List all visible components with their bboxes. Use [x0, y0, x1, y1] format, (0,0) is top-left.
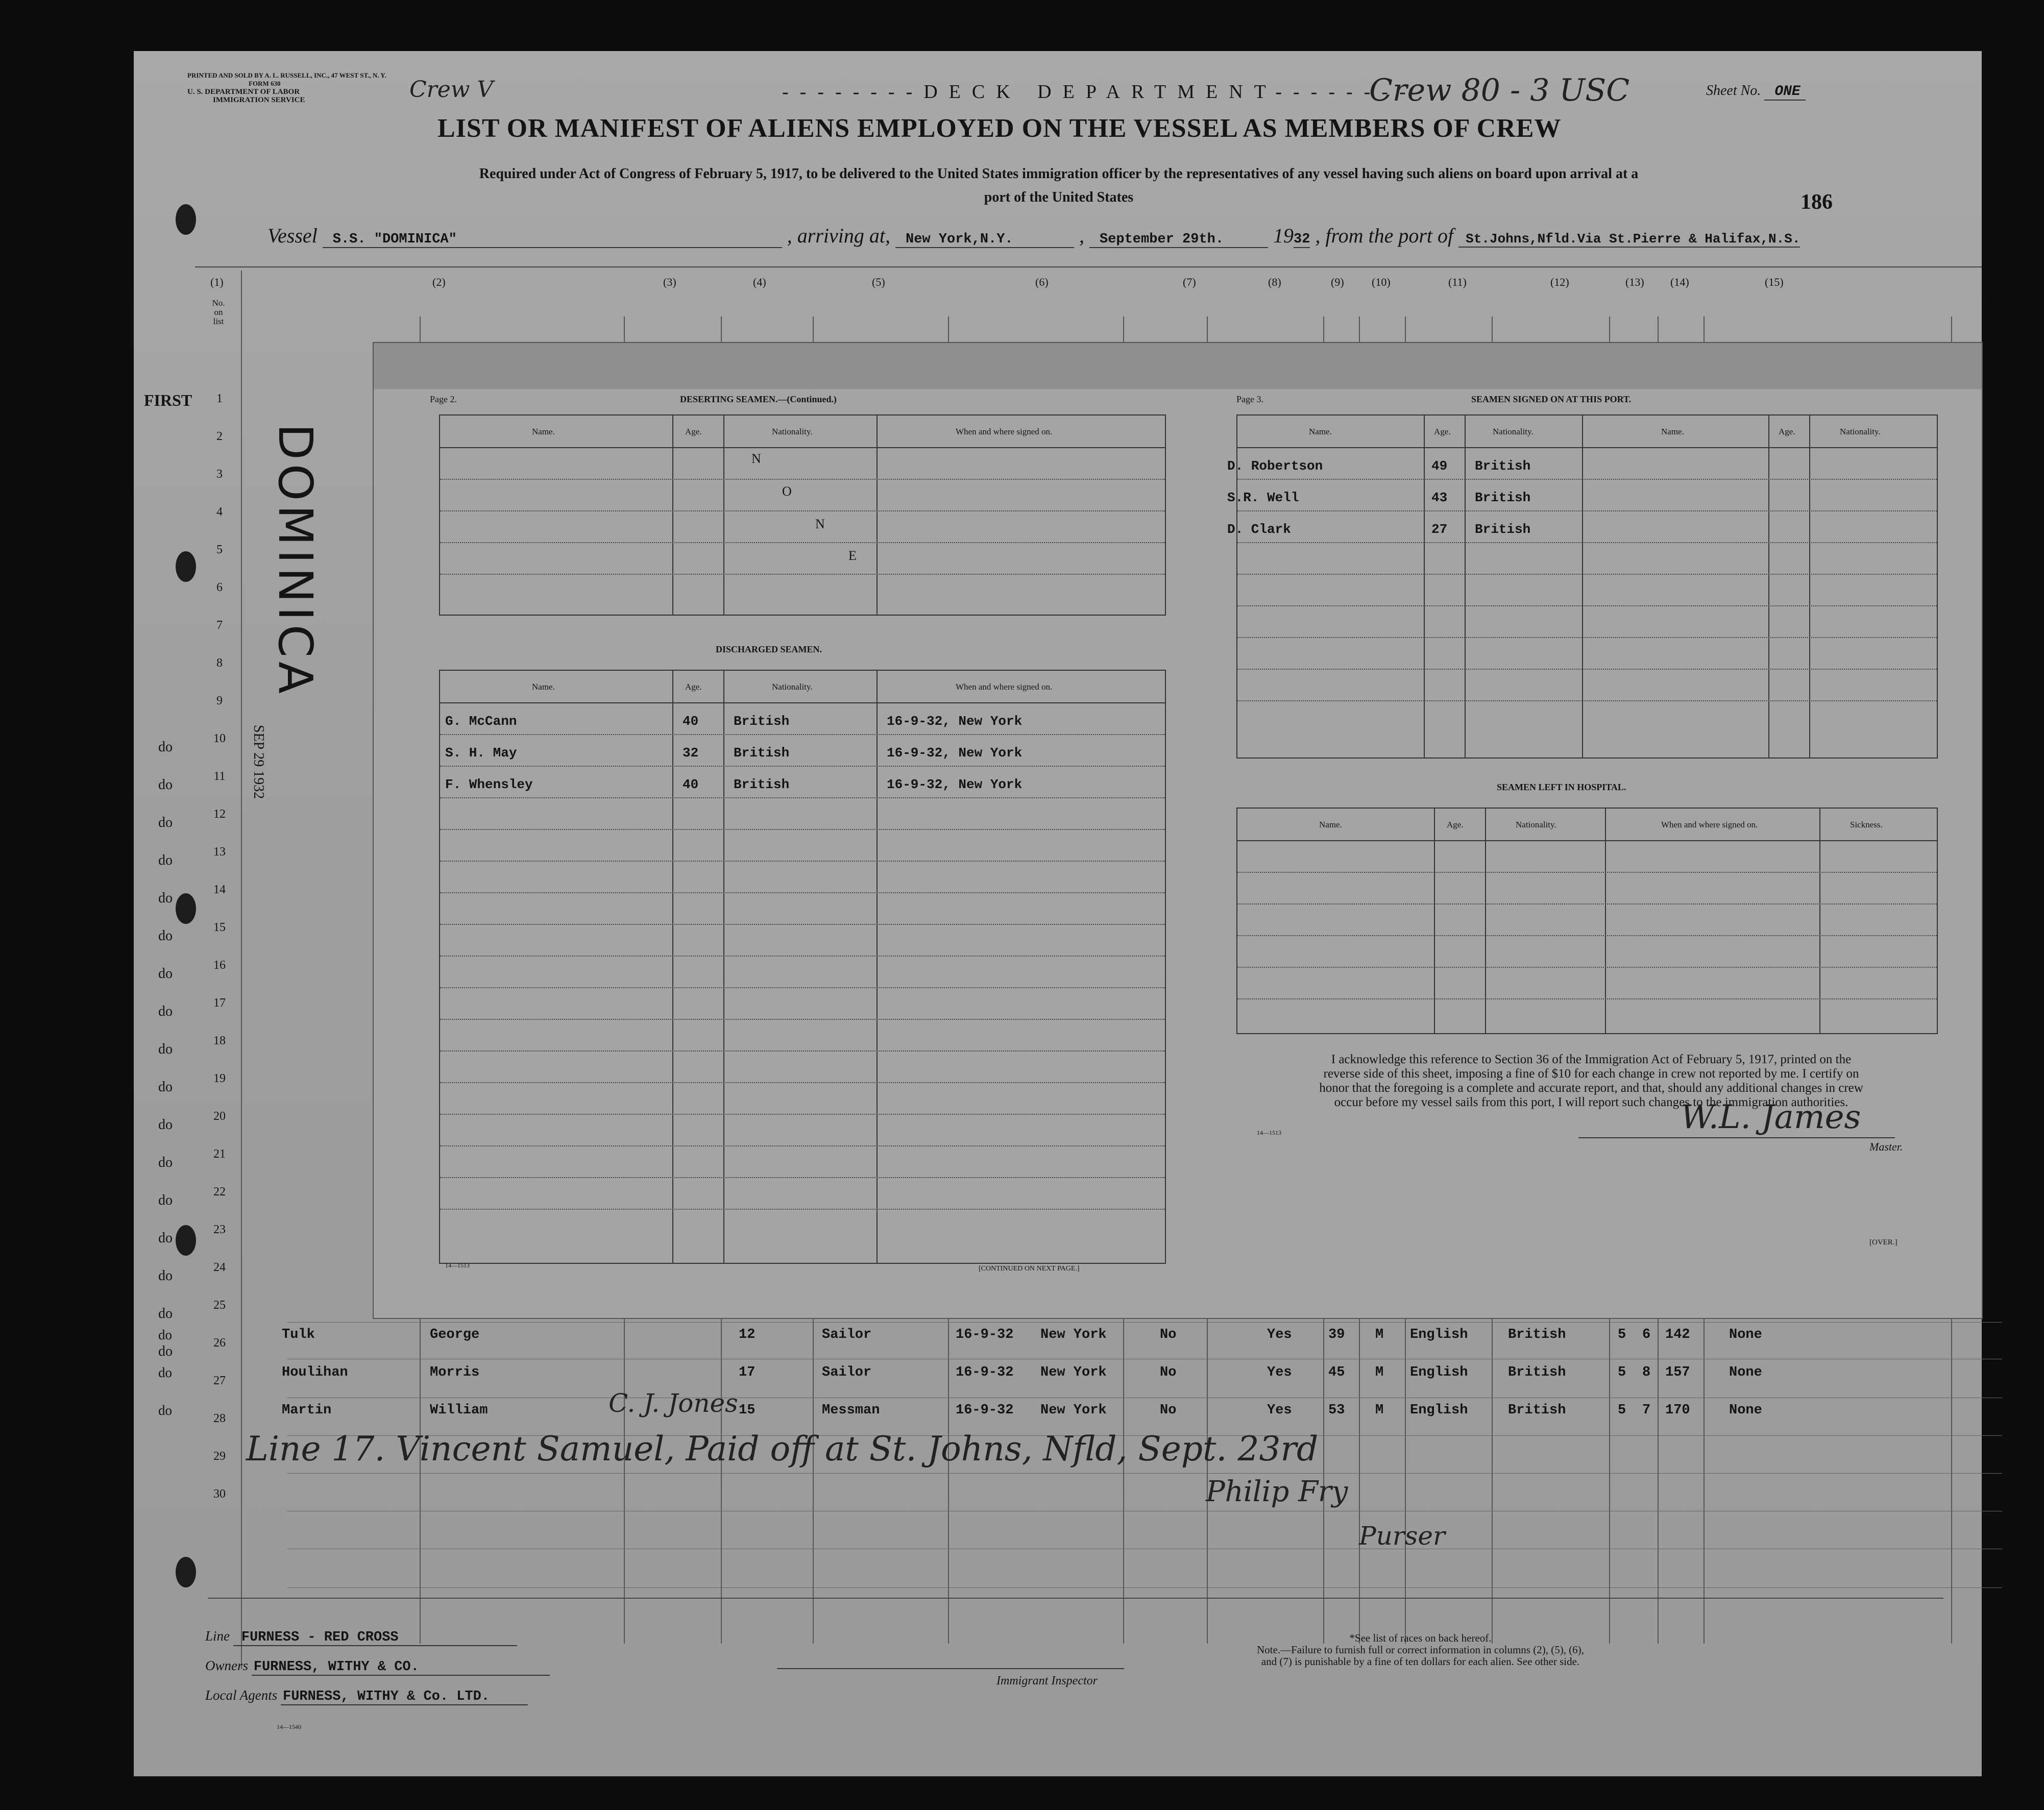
over-note: [OVER.]: [1869, 1238, 1897, 1246]
column-header: Age.: [1447, 820, 1464, 829]
crew-sex: M: [1375, 1365, 1384, 1380]
crew-identification-marks: None: [1729, 1403, 1762, 1418]
stamp-vessel-name: DOMINICA: [268, 424, 323, 698]
seaman-age: 27: [1431, 522, 1448, 537]
crew-sex: M: [1375, 1327, 1384, 1342]
line-value: FURNESS - RED CROSS: [233, 1630, 517, 1646]
column-number: (12): [1550, 276, 1569, 288]
handwritten-crew-code: Crew 80 - 3 USC: [1369, 72, 1630, 108]
row-number: 10: [213, 732, 226, 745]
crew-height-ft: 5: [1618, 1327, 1626, 1342]
binder-hole: [176, 893, 196, 924]
crew-column-8: Yes: [1267, 1365, 1292, 1380]
column-number: (9): [1331, 276, 1344, 288]
printer-line: IMMIGRATION SERVICE: [213, 96, 305, 104]
crew-column-8: Yes: [1267, 1327, 1292, 1342]
seaman-nationality: British: [734, 714, 790, 729]
binder-hole: [176, 204, 196, 235]
column-header: Nationality.: [772, 682, 813, 692]
stamp-first: FIRST: [144, 391, 192, 409]
crew-race: British: [1508, 1327, 1566, 1342]
column-header: Name.: [1319, 820, 1342, 829]
crew-column-4: 15: [739, 1403, 756, 1418]
header-rule: [195, 266, 1982, 267]
arrival-port: New York,N.Y.: [895, 232, 1074, 248]
crew-weight: 142: [1665, 1327, 1690, 1342]
row-number: 23: [213, 1223, 226, 1236]
acknowledgement-line: honor that the foregoing is a complete and accurate report, and that, should any additional changes in crew: [1319, 1081, 1863, 1095]
ditto-mark: do: [158, 1230, 173, 1246]
ditto-mark: do: [158, 928, 173, 944]
row-number: 14: [213, 883, 226, 896]
sheet-number: [1706, 83, 1806, 101]
row-number: 18: [213, 1034, 226, 1047]
seaman-nationality: British: [734, 745, 790, 761]
crew-column-4: 12: [739, 1327, 756, 1342]
arrival-date: September 29th.: [1089, 232, 1268, 248]
arrival-year: 32: [1294, 232, 1310, 247]
row-rule: [287, 1322, 2002, 1323]
crew-race: British: [1508, 1403, 1566, 1418]
seaman-nationality: British: [1475, 458, 1531, 474]
crew-capacity: Sailor: [822, 1327, 872, 1342]
column-number: (13): [1625, 276, 1644, 288]
vessel-label: Vessel: [267, 224, 318, 247]
crew-given-name: Morris: [430, 1365, 480, 1380]
seaman-signed-on: 16-9-32, New York: [887, 777, 1023, 792]
column-header: When and where signed on.: [1661, 820, 1758, 829]
column-number: (7): [1183, 276, 1196, 288]
crew-capacity: Sailor: [822, 1365, 872, 1380]
row-number: 13: [213, 845, 226, 859]
crew-engaged-date: 16-9-32: [956, 1327, 1014, 1342]
owners-label: Owners: [205, 1658, 249, 1673]
seaman-name: S.R. Well: [1227, 490, 1299, 505]
crew-engaged-place: New York: [1040, 1365, 1107, 1380]
sheet-value: ONE: [1764, 84, 1805, 101]
row-number: 28: [213, 1412, 226, 1425]
row-number: 7: [216, 619, 223, 632]
printer-line: U. S. DEPARTMENT OF LABOR: [187, 88, 300, 96]
none-letter: N: [815, 517, 825, 531]
seaman-signed-on: 16-9-32, New York: [887, 745, 1023, 761]
binder-hole: [176, 551, 196, 582]
ditto-mark: do: [158, 1327, 172, 1342]
discharged-table: [439, 670, 1166, 1264]
column-number: (5): [872, 276, 885, 288]
hospital-table: [1236, 808, 1938, 1034]
subtitle-line: Required under Act of Congress of February 5, 1917, to be delivered to the United States immigration officer by the representatives of any vessel having such aliens on board upon arrival at a: [479, 166, 1639, 182]
seaman-age: 40: [683, 714, 699, 729]
row-number: 6: [216, 581, 223, 594]
crew-surname: Tulk: [282, 1327, 315, 1342]
column-number: (10): [1372, 276, 1391, 288]
footer-line: [205, 1628, 517, 1646]
deserting-table: [439, 414, 1166, 616]
crew-height-in: 7: [1642, 1403, 1651, 1418]
crew-age: 39: [1328, 1327, 1345, 1342]
seaman-name: F. Whensley: [445, 777, 533, 792]
column-number: (3): [663, 276, 676, 288]
inspector-line: [777, 1668, 1124, 1669]
row-number: 30: [213, 1487, 226, 1501]
stamp-date: SEP 29 1932: [251, 725, 266, 799]
manifest-page: [134, 51, 1982, 1776]
master-label: Master.: [1869, 1140, 1903, 1153]
crew-language: English: [1410, 1365, 1468, 1380]
footer-note-line: Note.—Failure to furnish full or correct information in columns (2), (5), (6),: [1257, 1644, 1584, 1656]
footer-owners: [205, 1658, 550, 1676]
master-signature: W.L. James: [1681, 1098, 1861, 1136]
form-number-left: 14—1513: [445, 1262, 470, 1269]
hospital-title: SEAMEN LEFT IN HOSPITAL.: [1497, 782, 1626, 792]
column-number: (8): [1268, 276, 1281, 288]
footer-agents: [205, 1687, 528, 1705]
page2-label: Page 2.: [430, 394, 457, 404]
row-number-header: No. on list: [212, 298, 225, 326]
inspector-label: Immigrant Inspector: [996, 1674, 1098, 1687]
ditto-mark: do: [158, 1079, 173, 1095]
torn-edge: [374, 343, 1982, 389]
manifest-title: LIST OR MANIFEST OF ALIENS EMPLOYED ON THE VESSEL AS MEMBERS OF CREW: [437, 114, 1562, 143]
crew-given-name: William: [430, 1403, 488, 1418]
row-number: 1: [216, 392, 223, 405]
from-label: , from the port of: [1315, 224, 1454, 247]
sheet-label: Sheet No.: [1706, 83, 1761, 99]
ditto-mark: do: [158, 777, 173, 793]
ditto-mark: do: [158, 1306, 173, 1322]
column-rule: [241, 271, 242, 1669]
crew-age: 45: [1328, 1365, 1345, 1380]
crew-weight: 170: [1665, 1403, 1690, 1418]
crew-race: British: [1508, 1365, 1566, 1380]
seaman-nationality: British: [1475, 490, 1531, 505]
row-number: 2: [216, 430, 223, 443]
vessel-line: Vessel S.S. "DOMINICA" , arriving at, New York,N.Y. , September 29th. 1932 , from the port of St.Johns,Nfld.Via St.Pierre & Halifax,N.S.: [267, 224, 1800, 247]
ditto-mark: do: [158, 852, 173, 868]
row-number: 20: [213, 1110, 226, 1123]
printer-line: PRINTED AND SOLD BY A. L. RUSSELL, INC., 47 WEST ST., N. Y.: [187, 71, 386, 79]
acknowledgement-line: reverse side of this sheet, imposing a fine of $10 for each change in crew not reported by me. I certify on: [1323, 1067, 1859, 1081]
row-number: 3: [216, 468, 223, 481]
ditto-mark: do: [158, 890, 173, 906]
column-header: Nationality.: [772, 427, 813, 436]
subtitle-line: port of the United States: [984, 189, 1134, 205]
row-number: 29: [213, 1450, 226, 1463]
crew-height-ft: 5: [1618, 1403, 1626, 1418]
column-header: Nationality.: [1516, 820, 1556, 829]
column-number: (11): [1448, 276, 1467, 288]
seaman-nationality: British: [1475, 522, 1531, 537]
vessel-name: S.S. "DOMINICA": [323, 232, 782, 248]
arriving-label: , arriving at,: [787, 224, 890, 247]
column-header: Sickness.: [1850, 820, 1883, 829]
manifest-subtitle: [267, 162, 1850, 209]
agents-value: FURNESS, WITHY & Co. LTD.: [281, 1689, 528, 1705]
row-number: 9: [216, 694, 223, 707]
continued-note: [CONTINUED ON NEXT PAGE.]: [979, 1265, 1080, 1273]
line-label: Line: [205, 1628, 230, 1644]
row-number: 8: [216, 656, 223, 670]
crew-surname: Houlihan: [282, 1365, 348, 1380]
acknowledgement-line: occur before my vessel sails from this port, I will report such changes to the immigration authorities.: [1334, 1095, 1848, 1109]
printer-imprint: [187, 71, 386, 104]
row-number: 21: [213, 1147, 226, 1161]
row-number: 16: [213, 959, 226, 972]
ditto-mark: do: [158, 1403, 172, 1418]
form-number-right: 14—1513: [1257, 1129, 1281, 1136]
row-number: 12: [213, 808, 226, 821]
crew-height-in: 8: [1642, 1365, 1651, 1380]
binder-hole: [176, 1225, 196, 1256]
column-header: Age.: [685, 682, 702, 692]
ditto-mark: do: [158, 815, 173, 830]
crew-column-7: No: [1160, 1327, 1177, 1342]
crew-surname: Martin: [282, 1403, 332, 1418]
signed-on-title: SEAMEN SIGNED ON AT THIS PORT.: [1471, 394, 1632, 404]
printer-line: FORM 630: [249, 80, 281, 87]
seaman-signed-on: 16-9-32, New York: [887, 714, 1023, 729]
signature-line: [1578, 1137, 1895, 1138]
crew-given-name: George: [430, 1327, 480, 1342]
discharged-title: DISCHARGED SEAMEN.: [716, 644, 822, 654]
column-number: (15): [1765, 276, 1784, 288]
row-number: 17: [213, 996, 226, 1010]
row-number: 27: [213, 1374, 226, 1387]
row-number: 22: [213, 1185, 226, 1198]
column-number: (1): [210, 276, 224, 288]
crew-engaged-place: New York: [1040, 1327, 1107, 1342]
crew-engaged-place: New York: [1040, 1403, 1107, 1418]
column-header: Nationality.: [1840, 427, 1881, 436]
column-header: Name.: [532, 682, 555, 692]
crew-language: English: [1410, 1327, 1468, 1342]
agents-label: Local Agents: [205, 1687, 278, 1703]
row-rule: [287, 1587, 2002, 1588]
none-letter: E: [848, 548, 857, 563]
acknowledgement-line: I acknowledge this reference to Section 36 of the Immigration Act of February 5, 1917, printed on the: [1331, 1053, 1852, 1066]
purser-signature: Philip Fry: [1206, 1475, 1348, 1508]
purser-title: Purser: [1359, 1521, 1445, 1551]
crew-identification-marks: None: [1729, 1365, 1762, 1380]
seaman-name: G. McCann: [445, 714, 517, 729]
footer-note-line: *See list of races on back hereof.: [1349, 1632, 1492, 1644]
crew-identification-marks: None: [1729, 1327, 1762, 1342]
column-number: (4): [753, 276, 766, 288]
ditto-mark: do: [158, 1365, 172, 1380]
departure-port: St.Johns,Nfld.Via St.Pierre & Halifax,N.S.: [1458, 231, 1800, 248]
crew-column-4: 17: [739, 1365, 756, 1380]
row-number: 15: [213, 921, 226, 934]
handwritten-note: Line 17. Vincent Samuel, Paid off at St. Johns, Nfld, Sept. 23rd: [246, 1429, 1319, 1469]
crew-height-in: 6: [1642, 1327, 1651, 1342]
crew-sex: M: [1375, 1403, 1384, 1418]
row-number: 4: [216, 505, 223, 519]
crew-weight: 157: [1665, 1365, 1690, 1380]
crew-capacity: Messman: [822, 1403, 880, 1418]
crew-engaged-date: 16-9-32: [956, 1365, 1014, 1380]
ditto-mark: do: [158, 1268, 173, 1284]
row-number: 11: [213, 770, 226, 783]
signed-on-table: [1227, 414, 1938, 759]
seaman-name: D. Robertson: [1227, 458, 1323, 474]
ditto-mark: do: [158, 1041, 173, 1057]
ditto-mark: do: [158, 739, 173, 755]
handwritten-initials: C. J. Jones: [609, 1388, 738, 1418]
seaman-age: 49: [1431, 458, 1448, 474]
crew-language: English: [1410, 1403, 1468, 1418]
row-number: 5: [216, 543, 223, 556]
footer-note: [1257, 1632, 1584, 1668]
row-number: 19: [213, 1072, 226, 1085]
column-header: Nationality.: [1493, 427, 1534, 436]
binder-hole: [176, 1557, 196, 1587]
crew-age: 53: [1328, 1403, 1345, 1418]
crew-column-7: No: [1160, 1365, 1177, 1380]
department-label: --------DECK DEPARTMENT--------: [782, 81, 1417, 103]
page-number: 186: [1800, 190, 1833, 214]
row-number: 24: [213, 1261, 226, 1274]
seaman-name: S. H. May: [445, 745, 517, 761]
ditto-mark: do: [158, 1155, 173, 1170]
seaman-age: 32: [683, 745, 699, 761]
ditto-mark: do: [158, 1004, 173, 1019]
seaman-age: 40: [683, 777, 699, 792]
row-rule: [287, 1473, 2002, 1474]
seaman-nationality: British: [734, 777, 790, 792]
column-header: When and where signed on.: [956, 682, 1053, 692]
row-number: 26: [213, 1336, 226, 1350]
year-prefix: 19: [1273, 224, 1294, 247]
handwritten-crew-note: Crew V: [409, 77, 494, 103]
column-number: (2): [432, 276, 446, 288]
deserting-title: DESERTING SEAMEN.—(Continued.): [680, 394, 837, 404]
row-number: 25: [213, 1299, 226, 1312]
column-header: When and where signed on.: [956, 427, 1053, 436]
ditto-mark: do: [158, 966, 173, 982]
footer-note-line: and (7) is punishable by a fine of ten dollars for each alien. See other side.: [1261, 1655, 1580, 1668]
ditto-mark: do: [158, 1343, 173, 1359]
seaman-name: D. Clark: [1227, 522, 1291, 537]
none-letter: O: [782, 484, 792, 499]
column-header: Name.: [1309, 427, 1332, 436]
column-header: Name.: [532, 427, 555, 436]
column-number: (14): [1670, 276, 1689, 288]
crew-column-8: Yes: [1267, 1403, 1292, 1418]
crew-height-ft: 5: [1618, 1365, 1626, 1380]
footer-rule: [208, 1598, 1943, 1599]
column-header: Age.: [1434, 427, 1451, 436]
column-header: Age.: [685, 427, 702, 436]
none-letter: N: [751, 451, 761, 466]
footer-form-number: 14—1540: [277, 1723, 301, 1730]
page3-label: Page 3.: [1236, 394, 1263, 404]
column-number: (6): [1035, 276, 1049, 288]
column-header: Name.: [1661, 427, 1684, 436]
column-header: Age.: [1779, 427, 1795, 436]
crew-engaged-date: 16-9-32: [956, 1403, 1014, 1418]
ditto-mark: do: [158, 1192, 173, 1208]
overlay-continuation-sheet: [373, 342, 1983, 1319]
ditto-mark: do: [158, 1117, 173, 1133]
seaman-age: 43: [1431, 490, 1448, 505]
crew-column-7: No: [1160, 1403, 1177, 1418]
owners-value: FURNESS, WITHY & CO.: [252, 1659, 550, 1676]
